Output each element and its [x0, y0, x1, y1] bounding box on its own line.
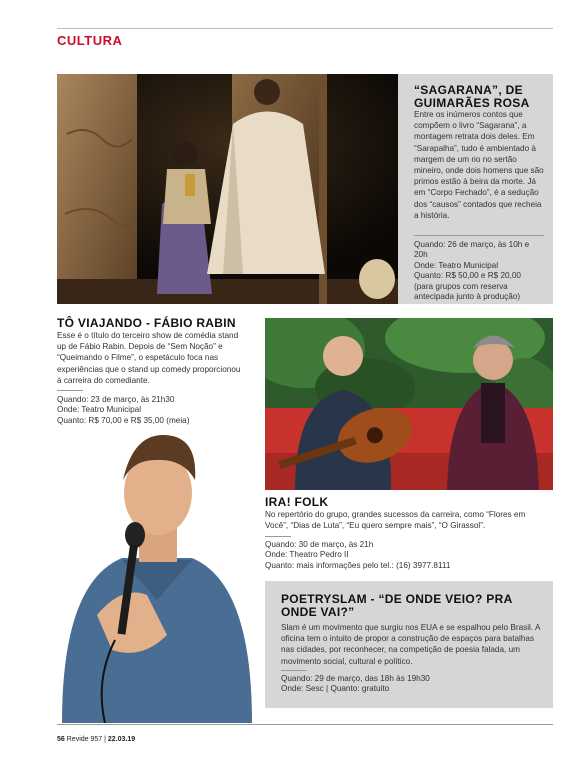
theater-stage-image: [57, 74, 398, 304]
toviajando-separator: [57, 390, 83, 391]
sagarana-description: Entre os inúmeros contos que compõem o livro “Sagarana”, a montagem retrata dois deles. Em “Sarapalha”, tudo é ambientado à margem de um rio no sertão mineiro, onde dois homens que são primos estão à beira da morte. Já em “Corpo Fechado”, é a sedução dos “causos” contados que recheia a história.: [414, 110, 544, 220]
toviajando-title: TÔ VIAJANDO - FÁBIO RABIN: [57, 316, 236, 330]
issue-date: 22.03.19: [107, 736, 136, 743]
sagarana-where: Onde: Teatro Municipal: [414, 260, 499, 270]
poetryslam-info: [281, 674, 543, 695]
irafolk-price: Quanto: mais informações pelo tel.: (16) 3977.8111: [265, 560, 451, 570]
band-image: [265, 318, 553, 490]
poetryslam-when: Quando: 29 de março, das 18h às 19h30: [281, 674, 430, 683]
toviajando-description: Esse é o título do terceiro show de comédia stand up de Fábio Rabin. Depois de “Sem Noção” e “Queimando o Filme”, o espetáculo foca nas experiências que o stand up comedy proporcionou à carreira do comediante.: [57, 331, 241, 385]
toviajando-price: Quanto: R$ 70,00 e R$ 35,00 (meia): [57, 415, 190, 425]
toviajando-where: Onde: Teatro Municipal: [57, 405, 142, 415]
poetryslam-where-price: Onde: Sesc | Quanto: gratuito: [281, 684, 390, 694]
sagarana-title: “SAGARANA”, DE GUIMARÃES ROSA: [414, 83, 530, 110]
sagarana-info: [414, 240, 539, 302]
comedian-image: [57, 425, 260, 723]
sagarana-price-note: (para grupos com reserva antecipada junto à produção): [414, 281, 521, 302]
poetryslam-description: Slam é um movimento que surgiu nos EUA e se espalhou pelo Brasil. A oficina tem o intuito de propor a construção de espaços para batalhas nas cidades, por reconhecer, na competição de poesia falada, um movimento social, cultural e político.: [281, 623, 540, 666]
irafolk-separator: [265, 536, 291, 537]
page-number: 56: [57, 736, 65, 743]
comedian-photo: [57, 425, 260, 723]
irafolk-info: [265, 540, 550, 571]
section-title: CULTURA: [57, 33, 123, 48]
irafolk-description: No repertório do grupo, grandes sucessos da carreira, como “Flores em Você”, “Dias de Luta”, “Eu quero sempre mais”, “O Girassol”.: [265, 510, 526, 531]
sagarana-separator: [414, 235, 544, 236]
toviajando-info: [57, 395, 262, 426]
irafolk-photo: [265, 318, 553, 490]
footer-divider: |: [104, 736, 106, 743]
page-footer: [57, 736, 135, 743]
sagarana-price: Quanto: R$ 50,00 e R$ 20,00: [414, 271, 521, 281]
irafolk-where: Onde: Theatro Pedro II: [265, 550, 349, 560]
poetryslam-separator: [281, 670, 307, 671]
sagarana-when: Quando: 26 de março, às 10h e 20h: [414, 240, 530, 260]
irafolk-when: Quando: 30 de março, às 21h: [265, 540, 374, 549]
magazine-name: Revide 957: [66, 736, 103, 743]
poetryslam-title: POETRYSLAM - “DE ONDE VEIO? PRA ONDE VAI?”: [281, 592, 513, 619]
sagarana-photo: [57, 74, 398, 304]
top-rule: [57, 28, 553, 29]
toviajando-when: Quando: 23 de março, às 21h30: [57, 395, 175, 404]
footer-rule: [57, 724, 553, 725]
irafolk-title: IRA! FOLK: [265, 495, 329, 509]
